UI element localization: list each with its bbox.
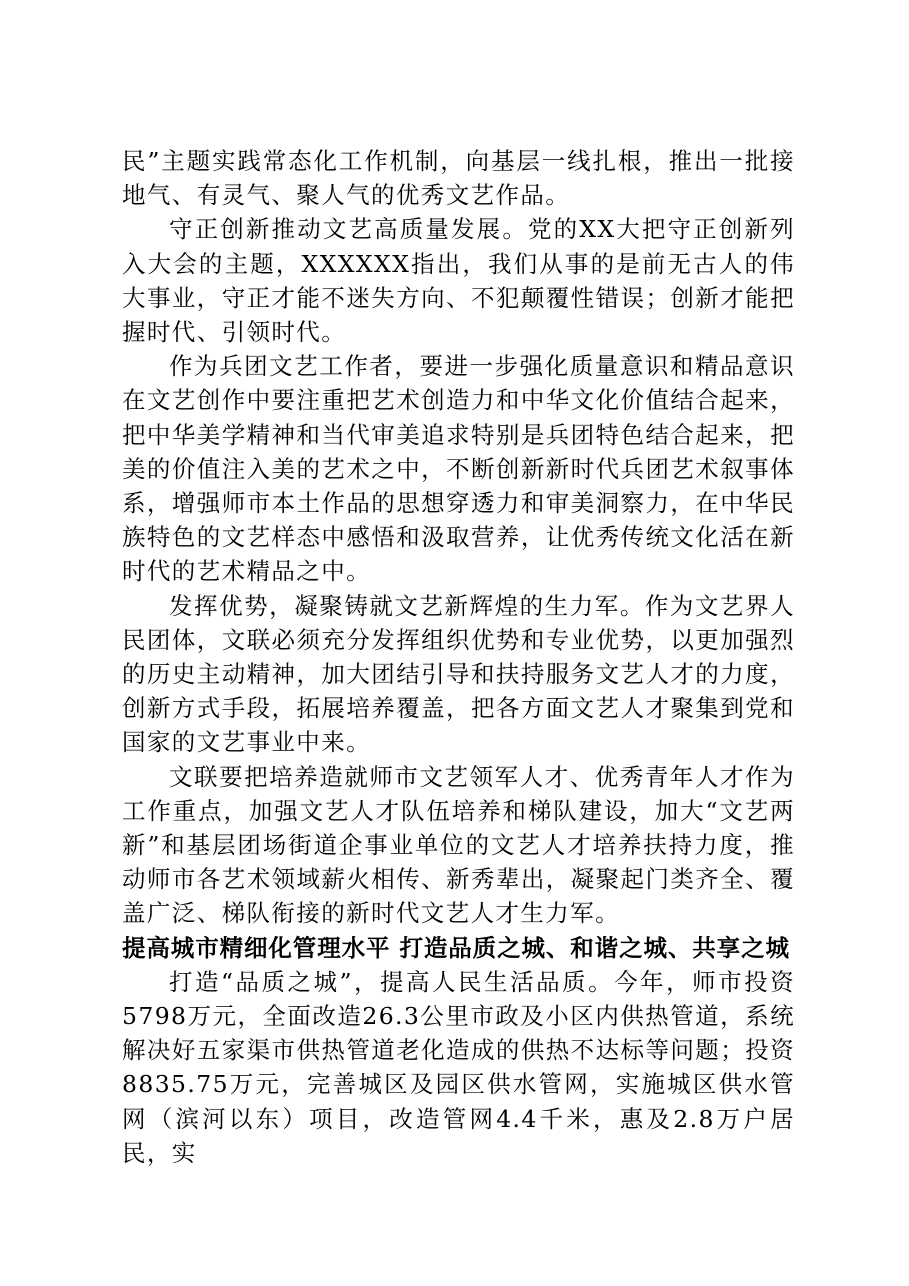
paragraph-advantage: 发挥优势，凝聚铸就文艺新辉煌的生力军。作为文艺界人民团体，文联必须充分发挥组织优势和专业优势，以更加强烈的历史主动精神，加大团结引导和扶持服务文艺人才的力度，创新方式手段，拓展培养覆盖，把各方面文艺人才聚集到党和国家的文艺事业中来。 <box>122 591 795 757</box>
section-heading: 提高城市精细化管理水平 打造品质之城、和谐之城、共享之城 <box>122 933 790 962</box>
paragraph-quality-city: 打造“品质之城”，提高人民生活品质。今年，师市投资5798万元，全面改造26.3公里市政及小区内供热管道，系统解决好五家渠市供热管道老化造成的供热不达标等问题；投资8835.75万元，完善城区及园区供水管网，实施城区供水管网（滨河以东）项目，改造管网4.4千米，惠及2.8万户居民，实 <box>122 967 795 1167</box>
paragraph-innovation: 守正创新推动文艺高质量发展。党的XX大把守正创新列入大会的主题，XXXXXX指出，我们从事的是前无古人的伟大事业，守正才能不迷失方向、不犯颠覆性错误；创新才能把握时代、引领时代。 <box>122 215 795 347</box>
paragraph-talent: 文联要把培养造就师市文艺领军人才、优秀青年人才作为工作重点，加强文艺人才队伍培养和梯队建设，加大“文艺两新”和基层团场街道企事业单位的文艺人才培养扶持力度，推动师市各艺术领域薪火相传、新秀辈出，凝聚起门类齐全、覆盖广泛、梯队衔接的新时代文艺人才生力军。 <box>122 762 795 928</box>
paragraph-quality: 作为兵团文艺工作者，要进一步强化质量意识和精品意识在文艺创作中要注重把艺术创造力和中华文化价值结合起来，把中华美学精神和当代审美追求特别是兵团特色结合起来，把美的价值注入美的艺术之中，不断创新新时代兵团艺术叙事体系，增强师市本土作品的思想穿透力和审美洞察力，在中华民族特色的文艺样态中感悟和汲取营养，让优秀传统文化活在新时代的艺术精品之中。 <box>122 352 795 586</box>
paragraph-continued: 民”主题实践常态化工作机制，向基层一线扎根，推出一批接地气、有灵气、聚人气的优秀文艺作品。 <box>122 147 795 210</box>
